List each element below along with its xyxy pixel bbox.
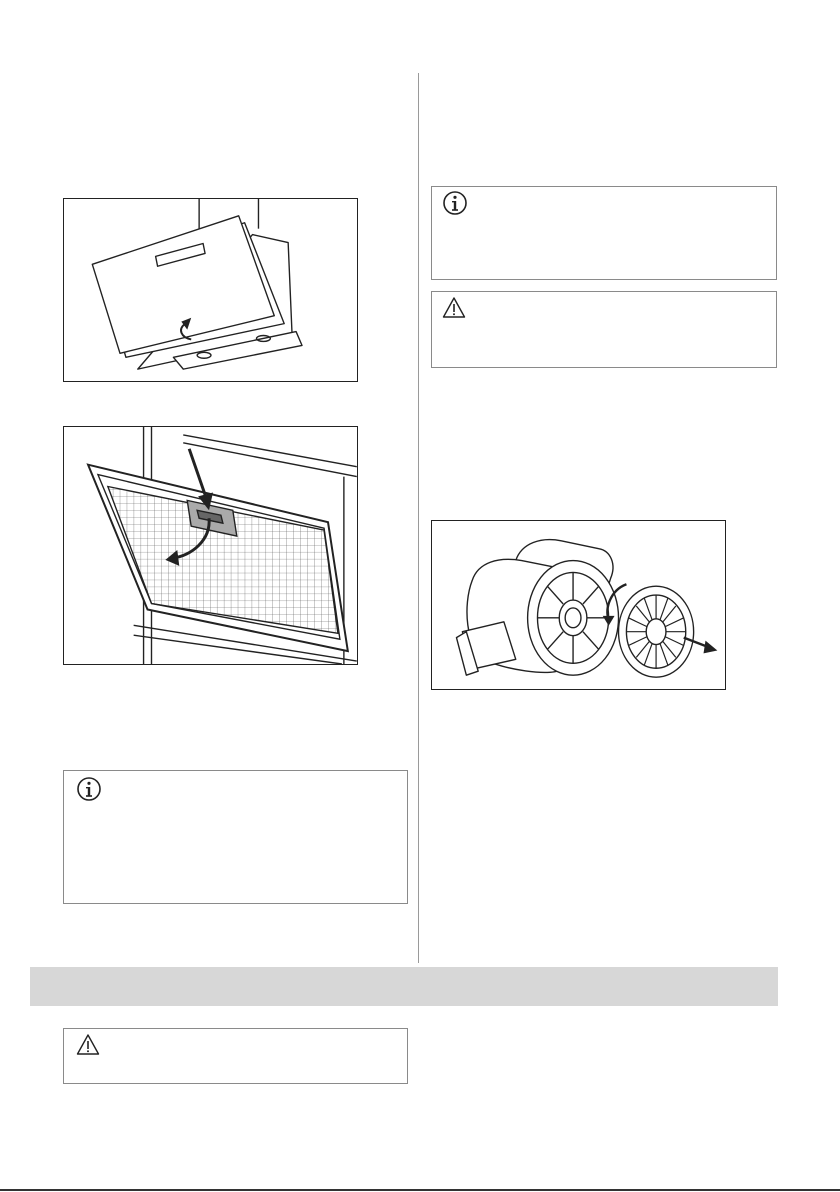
info-notice-right bbox=[431, 186, 777, 280]
grease-filter-release-illustration bbox=[64, 427, 357, 664]
column-divider bbox=[418, 73, 419, 963]
info-notice-left bbox=[63, 770, 408, 904]
info-icon bbox=[76, 776, 102, 802]
hood-panel-figure bbox=[63, 198, 358, 382]
hood-panel-lift-illustration bbox=[64, 199, 357, 381]
warning-notice-bottom bbox=[63, 1028, 408, 1084]
fan-filter-figure bbox=[431, 520, 726, 690]
warning-icon bbox=[76, 1033, 100, 1057]
section-header-bar bbox=[30, 967, 778, 1006]
grease-filter-figure bbox=[63, 426, 358, 665]
info-icon bbox=[442, 190, 468, 216]
page-bottom-rule bbox=[0, 1189, 840, 1191]
warning-notice-right bbox=[431, 291, 777, 368]
carbon-filter-twist-off-illustration bbox=[432, 521, 725, 689]
warning-icon bbox=[442, 296, 466, 320]
